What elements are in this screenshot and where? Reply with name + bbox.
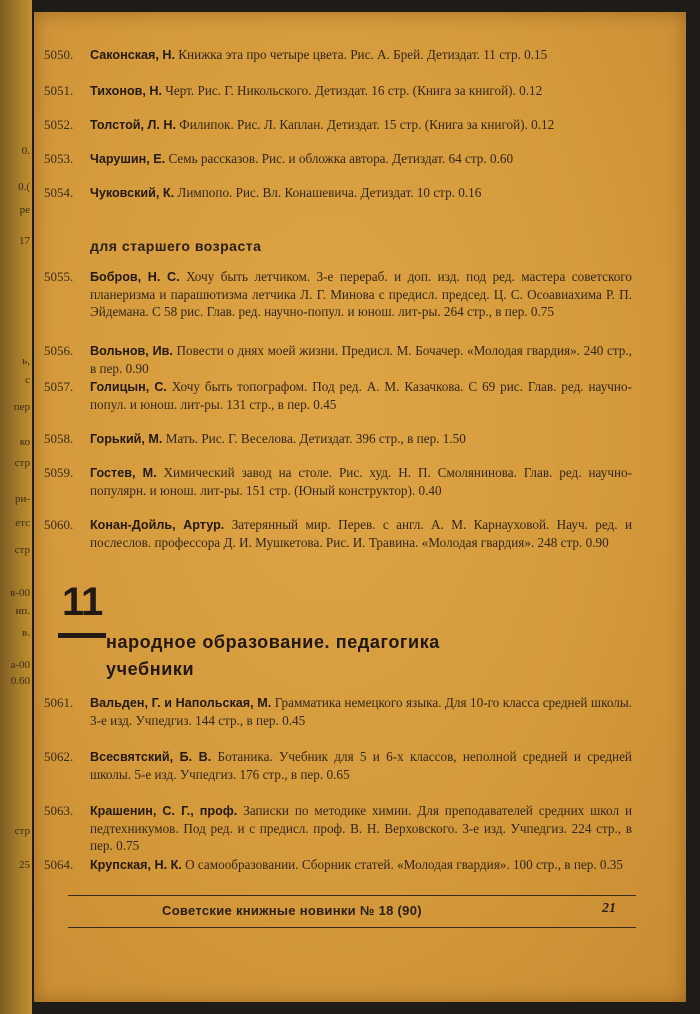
fragment: в-00 (10, 587, 30, 599)
entry-number: 5056. (44, 343, 74, 358)
entry-text: Толстой, Л. Н. Филипок. Рис. Л. Каплан. Детиздат. 15 стр. (Книга за книгой). 0.12 (90, 117, 555, 132)
entry-number: 5052. (44, 117, 74, 132)
entry-text: Конан-Дойль, Артур. Затерянный мир. Перев. с англ. А. М. Карнауховой. Науч. ред. и послеслов. профессора Д. И. Мушкетова. Рис. И. Травина. «Молодая гвардия». 248 стр. 0.90 (90, 517, 632, 550)
entry-text: Саконская, Н. Книжка эта про четыре цвета. Рис. А. Брей. Детиздат. 11 стр. 0.15 (90, 47, 548, 62)
entry-author: Крупская, Н. К. (90, 858, 182, 872)
entry-author: Чуковский, К. (90, 186, 175, 200)
fragment: 0. (21, 145, 30, 157)
entry-author: Конан-Дойль, Артур. (90, 518, 225, 532)
footer-rule (68, 895, 636, 896)
fragment: пер (13, 401, 30, 413)
entry-number: 5060. (44, 517, 74, 532)
entry-text: Всесвятский, Б. В. Ботаника. Учебник для 5 и 6-х классов, неполной средней и средней школы. 5-е изд. Учпедгиз. 176 стр., в пер. 0.65 (90, 749, 632, 782)
entry-author: Всесвятский, Б. В. (90, 750, 212, 764)
fragment: стр (14, 544, 30, 556)
entry-text: Тихонов, Н. Черт. Рис. Г. Никольского. Детиздат. 16 стр. (Книга за книгой). 0.12 (90, 83, 543, 98)
entry-author: Вальден, Г. и Напольская, М. (90, 696, 272, 710)
entry-author: Чарушин, Е. (90, 152, 166, 166)
entry-text: Голицын, С. Хочу быть топографом. Под ред. А. М. Казачкова. С 69 рис. Глав. ред. научно-попул. и юнош. лит-ры. 131 стр., в пер. 0.45 (90, 379, 632, 412)
section-rule (58, 633, 106, 638)
fragment: стр (14, 825, 30, 837)
fragment: ри- (14, 493, 30, 505)
entry-author: Тихонов, Н. (90, 84, 162, 98)
entry-text: Вольнов, Ив. Повести о днях моей жизни. Предисл. М. Бочачер. «Молодая гвардия». 240 стр., в пер. 0.90 (90, 343, 632, 376)
entry-number: 5055. (44, 269, 74, 284)
entry-number: 5059. (44, 465, 74, 480)
fragment: ь, (22, 355, 30, 367)
subsection-heading: для старшего возраста (90, 238, 262, 254)
entry-number: 5058. (44, 431, 74, 446)
fragment: в. (22, 627, 30, 639)
section-title-line: народное образование. педагогика (106, 632, 440, 652)
entry-author: Крашенин, С. Г., проф. (90, 804, 238, 818)
entry-author: Толстой, Л. Н. (90, 118, 176, 132)
entry-text: Горький, М. Мать. Рис. Г. Веселова. Детиздат. 396 стр., в пер. 1.50 (90, 431, 466, 446)
section-number: 11 (62, 580, 103, 624)
fragment: а-00 (10, 659, 30, 671)
entry-number: 5062. (44, 749, 74, 764)
page-number: 21 (602, 901, 616, 916)
entry-author: Вольнов, Ив. (90, 344, 173, 358)
entry-author: Саконская, Н. (90, 48, 175, 62)
entry-number: 5063. (44, 803, 74, 818)
entry-number: 5057. (44, 379, 74, 394)
entry-text: Бобров, Н. С. Хочу быть летчиком. 3-е перераб. и доп. изд. под ред. мастера советского планеризма и парашютизма летчика Л. Г. Минова с предисл. председ. Ц. С. Осоавиахима Р. П. Эйдемана. С 58 рис. Глав. ред. научно-попул. и юнош. лит-ры. 264 стр., в пер. 0.75 (90, 269, 632, 319)
entry-number: 5061. (44, 695, 74, 710)
section-title (106, 629, 626, 683)
entry-text: Чарушин, Е. Семь рассказов. Рис. и обложка автора. Детиздат. 64 стр. 0.60 (90, 151, 514, 166)
entry-author: Горький, М. (90, 432, 163, 446)
fragment: 0.60 (10, 675, 30, 687)
fragment: 17 (19, 235, 30, 247)
entry-text: Вальден, Г. и Напольская, М. Грамматика немецкого языка. Для 10-го класса средней школы. 3-е изд. Учпедгиз. 144 стр., в пер. 0.45 (90, 695, 632, 728)
entry-number: 5064. (44, 857, 74, 872)
fragment: 25 (19, 859, 30, 871)
entry-number: 5053. (44, 151, 74, 166)
entry-text: Чуковский, К. Лимпопо. Рис. Вл. Конашевича. Детиздат. 10 стр. 0.16 (90, 185, 482, 200)
book-page (34, 12, 686, 1002)
entry-number: 5050. (44, 47, 74, 62)
entry-author: Бобров, Н. С. (90, 270, 180, 284)
entry-author: Голицын, С. (90, 380, 167, 394)
entry-text: Крупская, Н. К. О самообразовании. Сборник статей. «Молодая гвардия». 100 стр., в пер. 0.35 (90, 857, 623, 872)
entry-number: 5051. (44, 83, 74, 98)
fragment: ип. (15, 605, 30, 617)
running-footer-title: Советские книжные новинки № 18 (90) (162, 903, 422, 918)
entry-number: 5054. (44, 185, 74, 200)
fragment: стр (14, 457, 30, 469)
section-title-line: учебники (106, 659, 195, 679)
fragment: ко (19, 436, 30, 448)
entry-text: Гостев, М. Химический завод на столе. Рис. худ. Н. П. Смолянинова. Глав. ред. научно-популярн. и юнош. лит-ры. 151 стр. (Юный конструктор). 0.40 (90, 465, 632, 498)
fragment: етс (15, 517, 30, 529)
fragment: ре (19, 204, 30, 216)
footer-rule (68, 927, 636, 928)
fragment: с (25, 374, 30, 386)
entry-text: Крашенин, С. Г., проф. Записки по методике химии. Для преподавателей средних школ и педтехникумов. Под ред. и с предисл. проф. В. Н. Верховского. 3-е изд. Учпедгиз. 224 стр., в пер. 0.75 (90, 803, 632, 853)
fragment: 0.( (18, 181, 30, 193)
adjacent-page-edge (0, 0, 32, 1014)
entry-author: Гостев, М. (90, 466, 157, 480)
